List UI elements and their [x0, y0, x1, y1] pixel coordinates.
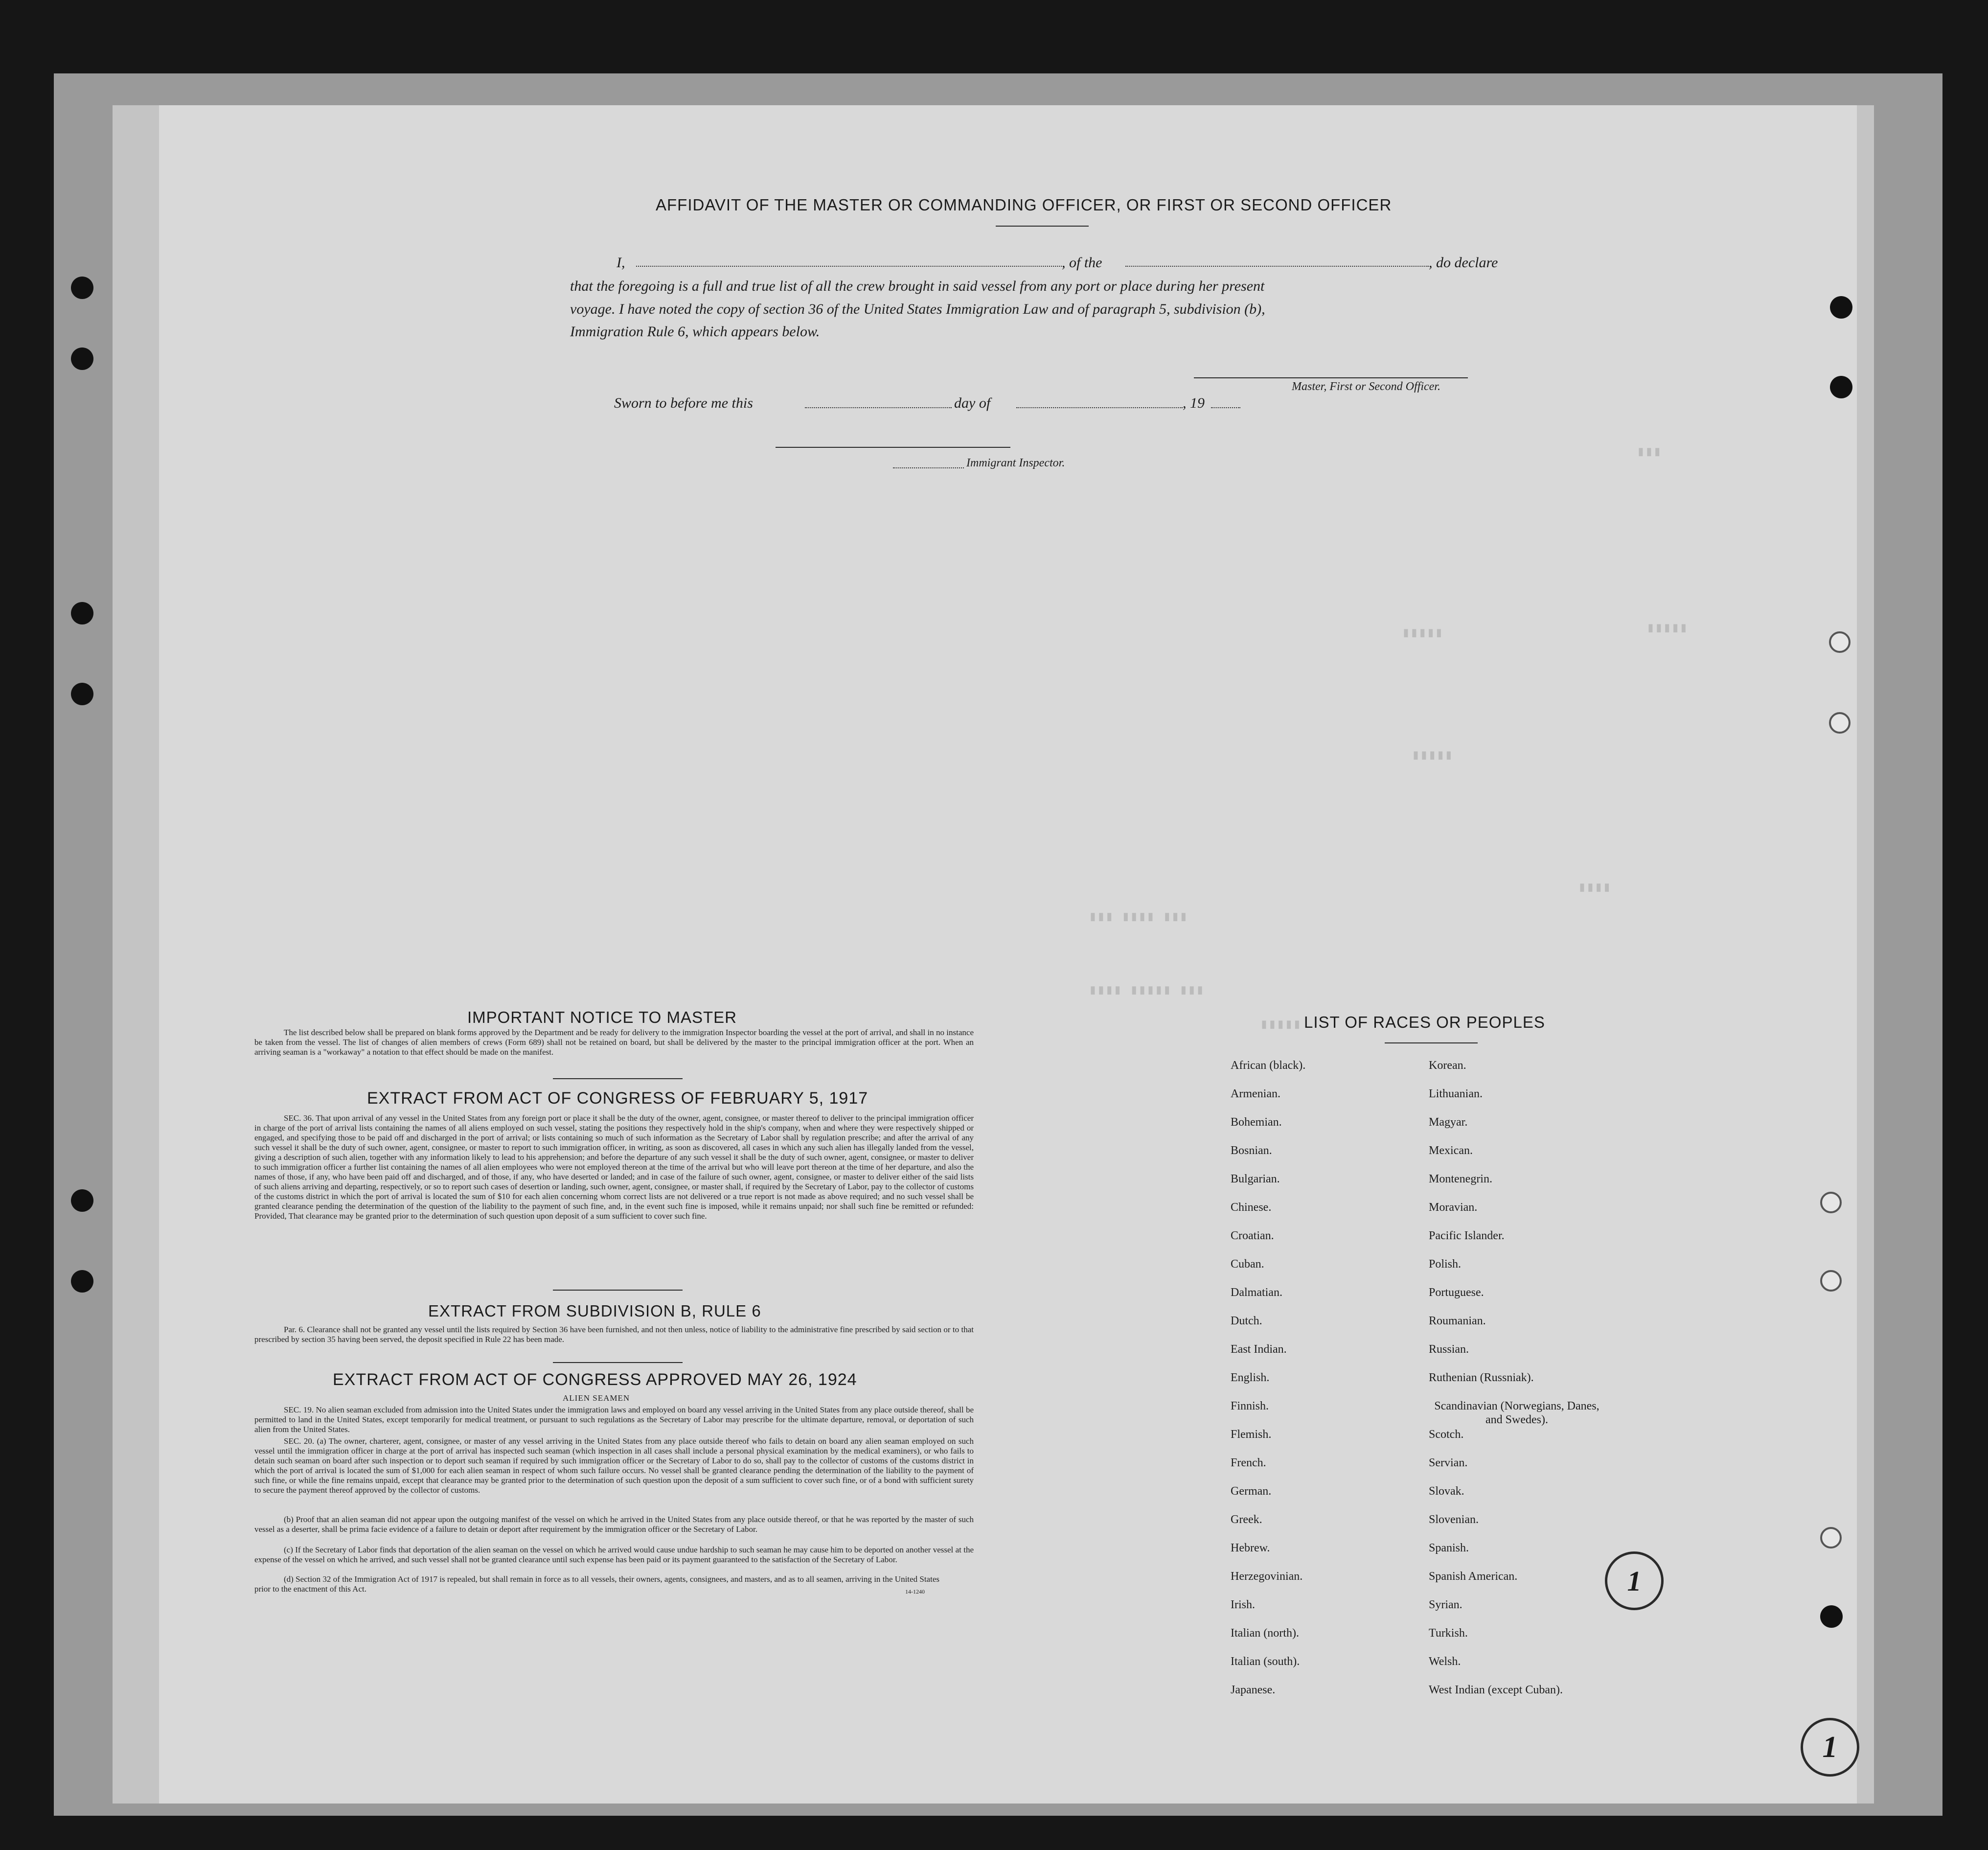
subdivision-body: Par. 6. Clearance shall not be granted any vessel until the lists required by Section 36 have been furnished, and not then unless, notice of liability to the administrative fine prescribed by said section or to that prescribed by section 35 having been served, the deposit specified in Rule 22 has been made. — [254, 1325, 974, 1344]
punch-hole — [71, 602, 93, 624]
page-number: 1 — [1822, 1730, 1838, 1764]
sheet-number-stamp — [1605, 1551, 1664, 1610]
race-item: Montenegrin. — [1429, 1173, 1492, 1185]
race-item: Russian. — [1429, 1343, 1469, 1356]
inspector-label: Immigrant Inspector. — [966, 457, 1065, 469]
sec-20c: (c) If the Secretary of Labor finds that deportation of the alien seaman on the vessel on which he arrived would cause undue hardship to such seaman he may cause him to be deported on another vessel at the expense of the vessel on which he arrived, and such vessel shall not be granted clearance until such expense has been paid or its payment guaranteed to the satisfaction of the Secretary of Labor. — [254, 1545, 974, 1564]
race-item: Dalmatian. — [1231, 1286, 1282, 1299]
race-item: Dutch. — [1231, 1315, 1262, 1327]
race-item: Turkish. — [1429, 1627, 1468, 1640]
race-item: Italian (south). — [1231, 1655, 1300, 1668]
race-item: Flemish. — [1231, 1428, 1272, 1441]
race-item: Magyar. — [1429, 1116, 1468, 1129]
race-item: Servian. — [1429, 1457, 1468, 1469]
bleed-through: ▮▮▮▮ ▮▮▮▮▮ ▮▮▮ — [1089, 981, 1205, 997]
race-item: Spanish. — [1429, 1542, 1469, 1554]
day-blank — [805, 407, 952, 408]
race-item: Korean. — [1429, 1059, 1466, 1072]
punch-hole — [71, 1189, 93, 1212]
race-item: Scotch. — [1429, 1428, 1464, 1441]
affidavit-line-4: Immigration Rule 6, which appears below. — [570, 324, 820, 340]
sworn-day: day of — [954, 395, 991, 411]
sworn-year: , 19 — [1183, 395, 1205, 411]
punch-hole — [1820, 1605, 1843, 1628]
inspector-signature-line — [776, 447, 1010, 448]
year-blank — [1211, 407, 1240, 408]
race-item: Bohemian. — [1231, 1116, 1282, 1129]
page-number-stamp — [1801, 1718, 1859, 1777]
race-item: Irish. — [1231, 1598, 1255, 1611]
race-item: Ruthenian (Russniak). — [1429, 1371, 1534, 1384]
race-item: Scandinavian (Norwegians, Danes, and Swedes). — [1434, 1400, 1600, 1426]
race-item: Finnish. — [1231, 1400, 1269, 1412]
affidavit-i: I, — [617, 254, 625, 271]
race-item: Syrian. — [1429, 1598, 1462, 1611]
race-item: German. — [1231, 1485, 1272, 1498]
races-left-column — [1231, 1059, 1305, 1711]
form-number: 14-1240 — [905, 1588, 925, 1595]
affidavit-of-the: , of the — [1062, 254, 1102, 271]
race-item: Cuban. — [1231, 1258, 1264, 1271]
punch-hole — [1829, 712, 1851, 734]
affidavit-line-3: voyage. I have noted the copy of section 36 of the United States Immigration Law and of paragraph 5, subdivision (b), — [570, 301, 1265, 317]
race-item: Pacific Islander. — [1429, 1229, 1505, 1242]
month-blank — [1016, 407, 1183, 408]
race-item: Italian (north). — [1231, 1627, 1299, 1640]
notice-body: The list described below shall be prepared on blank forms approved by the Department and be ready for delivery to the immigration Inspector boarding the vessel at the port of arrival, and shall in no instance be taken from the vessel. The list of changes of alien members of crews (Form 689) shall not be retained on board, but shall be delivered by the master to the principal immigration officer at the port. When an arriving seaman is a "workaway" a notation to that effect should be made on the manifest. — [254, 1028, 974, 1057]
race-item: Armenian. — [1231, 1087, 1280, 1100]
race-item: Lithuanian. — [1429, 1087, 1483, 1100]
race-item: Spanish American. — [1429, 1570, 1518, 1583]
race-item: Japanese. — [1231, 1684, 1276, 1696]
race-item: African (black). — [1231, 1059, 1306, 1072]
bleed-through: ▮▮▮▮ — [1578, 879, 1611, 895]
affidavit-line-2: that the foregoing is a full and true list of all the crew brought in said vessel from any port or place during her present — [570, 278, 1265, 294]
notice-title: IMPORTANT NOTICE TO MASTER — [467, 1008, 737, 1026]
alien-seamen-subtitle: ALIEN SEAMEN — [563, 1393, 630, 1403]
bleed-through: ▮▮▮ — [1637, 443, 1662, 459]
race-item: English. — [1231, 1371, 1270, 1384]
sec-20a: SEC. 20. (a) The owner, charterer, agent, consignee, or master of any vessel arriving in the United States from any place outside thereof who fails to detain on board any alien seaman employed on such vessel until the immigration officer in charge at the port of arrival has inspected such seaman (which inspection in all cases shall include a personal physical examination by the medical examiners), or who fails to detain such seaman on board after such inspection or to deport such seaman if required by such immigration officer or the Secretary of Labor to do so, shall pay to the collector of customs of the customs district in which the port of arrival is located the sum of $1,000 for each alien seaman in respect of whom such failure occurs. No vessel shall be granted clearance pending the determination of the liability to the payment of such fine, or while the fine remains unpaid, except that clearance may be granted prior to the determination of such question upon the deposit of a sum sufficient to cover such fine, or of a bond with sufficient surety to secure the payment thereof approved by the collector of customs. — [254, 1436, 974, 1495]
punch-hole — [1830, 296, 1852, 319]
race-item: French. — [1231, 1457, 1266, 1469]
extract-1917-title: EXTRACT FROM ACT OF CONGRESS OF FEBRUARY 5, 1917 — [367, 1089, 868, 1108]
inspector-blank — [893, 467, 964, 468]
bleed-through: ▮▮▮▮▮ — [1646, 619, 1688, 635]
race-item: Polish. — [1429, 1258, 1462, 1271]
race-item: Welsh. — [1429, 1655, 1461, 1668]
races-right-column — [1429, 1059, 1605, 1711]
extract-1924-title: EXTRACT FROM ACT OF CONGRESS APPROVED MAY 26, 1924 — [333, 1370, 857, 1389]
divider — [553, 1290, 683, 1291]
punch-hole — [71, 277, 93, 299]
race-item: Moravian. — [1429, 1201, 1478, 1214]
punch-hole — [1820, 1270, 1842, 1292]
divider — [553, 1362, 683, 1363]
punch-hole — [1830, 376, 1852, 398]
document-page — [159, 105, 1857, 1804]
punch-hole — [1820, 1527, 1842, 1549]
name-blank — [636, 266, 1062, 267]
race-item: Slovenian. — [1429, 1513, 1479, 1526]
signer-label: Master, First or Second Officer. — [1292, 380, 1440, 393]
bleed-through: ▮▮▮▮▮ — [1260, 1016, 1302, 1032]
divider — [1385, 1042, 1478, 1043]
sheet-number: 1 — [1627, 1565, 1642, 1597]
punch-hole — [71, 683, 93, 705]
divider — [553, 1078, 683, 1079]
race-item: Hebrew. — [1231, 1542, 1270, 1554]
punch-hole — [1820, 1192, 1842, 1213]
race-item: West Indian (except Cuban). — [1429, 1684, 1563, 1696]
sec-20d: (d) Section 32 of the Immigration Act of 1917 is repealed, but shall remain in force as to all vessels, their owners, agents, consignees, and masters, and as to all seamen, arriving in the United States prior to the enactment of this Act. — [254, 1574, 939, 1594]
race-item: Bosnian. — [1231, 1144, 1272, 1157]
sec-20b: (b) Proof that an alien seaman did not appear upon the outgoing manifest of the vessel on which he arrived in the United States from any place outside thereof, or that he was reported by the master of such vessel as a deserter, shall be prima facie evidence of a failure to detain or deport after requirement by the immigration officer or the Secretary of Labor. — [254, 1515, 974, 1534]
affidavit-declare: , do declare — [1429, 254, 1498, 271]
punch-hole — [71, 1270, 93, 1293]
race-item: Roumanian. — [1429, 1315, 1486, 1327]
bleed-through: ▮▮▮▮▮ — [1412, 746, 1453, 763]
bleed-through: ▮▮▮▮▮ — [1402, 624, 1443, 640]
race-item: Chinese. — [1231, 1201, 1272, 1214]
bleed-through: ▮▮▮ ▮▮▮▮ ▮▮▮ — [1089, 908, 1188, 924]
extract-1917-body: SEC. 36. That upon arrival of any vessel in the United States from any foreign port or place it shall be the duty of the owner, agent, consignee, or master thereof to deliver to the principal immigration officer in charge of the port of arrival lists containing the names of all aliens employed on such vessel, stating the positions they respectively hold in the ship's company, when and where they were respectively shipped or engaged, and specifying those to be paid off and discharged in the port of arrival; or lists containing so much of such information as the Secretary of Labor shall by regulation prescribe; and after the arrival of any such vessel it shall be the duty of such owner, agent, consignee, or master to report to such immigration officer, in writing, as soon as discovered, all cases in which any such alien has illegally landed from the vessel, giving a description of such alien, together with any information likely to lead to his apprehension; and before the departure of any such vessel it shall be the duty of such owner, agent, consignee, or master to deliver to such immigration officer a further list containing the names of all alien employees who were not employed thereon at the time of the arrival but who will leave port thereon at the time of her departure, and also the names of those, if any, who have been paid off and discharged, and of those, if any, who have deserted or landed; and in case of the failure of such owner, agent, consignee, or master to deliver either of the said lists of such aliens arriving and departing, respectively, or so to report such cases of desertion or landing, such owner, agent, consignee, or master shall, if required by the Secretary of Labor, pay to the collector of customs of the customs district in which the port of arrival is located the sum of $10 for each alien concerning whom correct lists are not delivered or a true report is not made as above required; and no such vessel shall be granted clearance pending the determination of the question of the liability to the payment of such fine, and, in the event such fine is imposed, while it remains unpaid; nor shall such fine be remitted or refunded: Provided, That clearance may be granted prior to the determination of such question upon deposit of a sum sufficient to cover such fine. — [254, 1113, 974, 1221]
race-item: Mexican. — [1429, 1144, 1473, 1157]
punch-hole — [1829, 631, 1851, 653]
subdivision-title: EXTRACT FROM SUBDIVISION B, RULE 6 — [428, 1302, 761, 1320]
race-item: Herzegovinian. — [1231, 1570, 1303, 1583]
race-item: Croatian. — [1231, 1229, 1274, 1242]
punch-hole — [71, 347, 93, 370]
signature-line — [1194, 377, 1468, 378]
races-title: LIST OF RACES OR PEOPLES — [1304, 1013, 1545, 1031]
race-item: Slovak. — [1429, 1485, 1464, 1498]
race-item: East Indian. — [1231, 1343, 1287, 1356]
sec-19: SEC. 19. No alien seaman excluded from admission into the United States under the immigration laws and employed on board any vessel arriving in the United States from any place outside thereof, shall be permitted to land in the United States, except temporarily for medical treatment, or pursuant to such regulations as the Secretary of Labor may prescribe for the ultimate departure, removal, or deportation of such alien from the United States. — [254, 1405, 974, 1434]
vessel-blank — [1125, 266, 1429, 267]
affidavit-title: AFFIDAVIT OF THE MASTER OR COMMANDING OFFICER, OR FIRST OR SECOND OFFICER — [656, 196, 1392, 214]
sworn-prefix: Sworn to before me this — [614, 395, 753, 411]
race-item: Portuguese. — [1429, 1286, 1484, 1299]
race-item: Bulgarian. — [1231, 1173, 1280, 1185]
race-item: Greek. — [1231, 1513, 1262, 1526]
divider — [996, 226, 1089, 227]
